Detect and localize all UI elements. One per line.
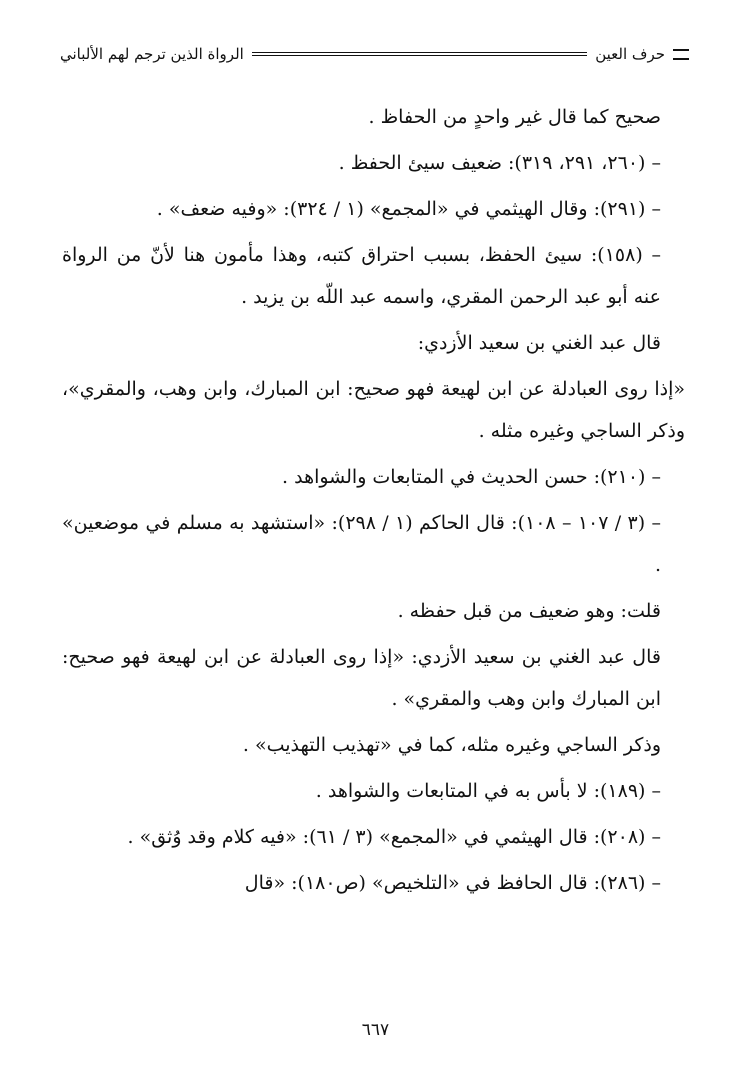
paragraph: – (٣ / ١٠٧ – ١٠٨): قال الحاكم (١ / ٢٩٨): «استشهد به مسلم في موضعين» . (62, 512, 662, 576)
paragraph: «إذا روى العبادلة عن ابن لهيعة فهو صحيح: ابن المبارك، وابن وهب، والمقري»، وذكر الساجي وغيره مثله . (62, 378, 685, 442)
paragraph: – (٢٠٨): قال الهيثمي في «المجمع» (٣ / ٦١): «فيه كلام وقد وُثق» . (127, 826, 661, 848)
paragraph: قال عبد الغني بن سعيد الأزدي: «إذا روى العبادلة عن ابن لهيعة فهو صحيح: ابن المبارك وابن وهب والمقري» . (62, 646, 661, 710)
paragraph: – (٢٨٦): قال الحافظ في «التلخيص» (ص١٨٠): «قال (244, 872, 661, 894)
paragraph: – (١٨٩): لا بأس به في المتابعات والشواهد . (315, 780, 661, 802)
chapter-title: حرف العين (595, 45, 665, 63)
header-rule (252, 52, 587, 56)
paragraph: – (٢٦٠، ٢٩١، ٣١٩): ضعيف سيئ الحفظ . (338, 152, 661, 174)
paragraph: قال عبد الغني بن سعيد الأزدي: (417, 332, 661, 354)
paragraph: قلت: وهو ضعيف من قبل حفظه . (397, 600, 661, 622)
page-body (62, 96, 685, 908)
paragraph: وذكر الساجي وغيره مثله، كما في «تهذيب التهذيب» . (242, 734, 661, 756)
page-number: ٦٦٧ (361, 1020, 390, 1040)
paragraph: صحيح كما قال غير واحدٍ من الحفاظ . (368, 106, 661, 128)
paragraph: – (٢٩١): وقال الهيثمي في «المجمع» (١ / ٣٢٤): «وفيه ضعف» . (156, 198, 661, 220)
header-ornament (673, 49, 689, 60)
book-title: الرواة الذين ترجم لهم الألباني (60, 45, 244, 63)
paragraph: – (٢١٠): حسن الحديث في المتابعات والشواهد . (282, 466, 661, 488)
paragraph: – (١٥٨): سيئ الحفظ، بسبب احتراق كتبه، وهذا مأمون هنا لأنّ من الرواة عنه أبو عبد الرحمن المقري، واسمه عبد اللّه بن يزيد . (62, 244, 661, 308)
running-header (60, 40, 689, 68)
